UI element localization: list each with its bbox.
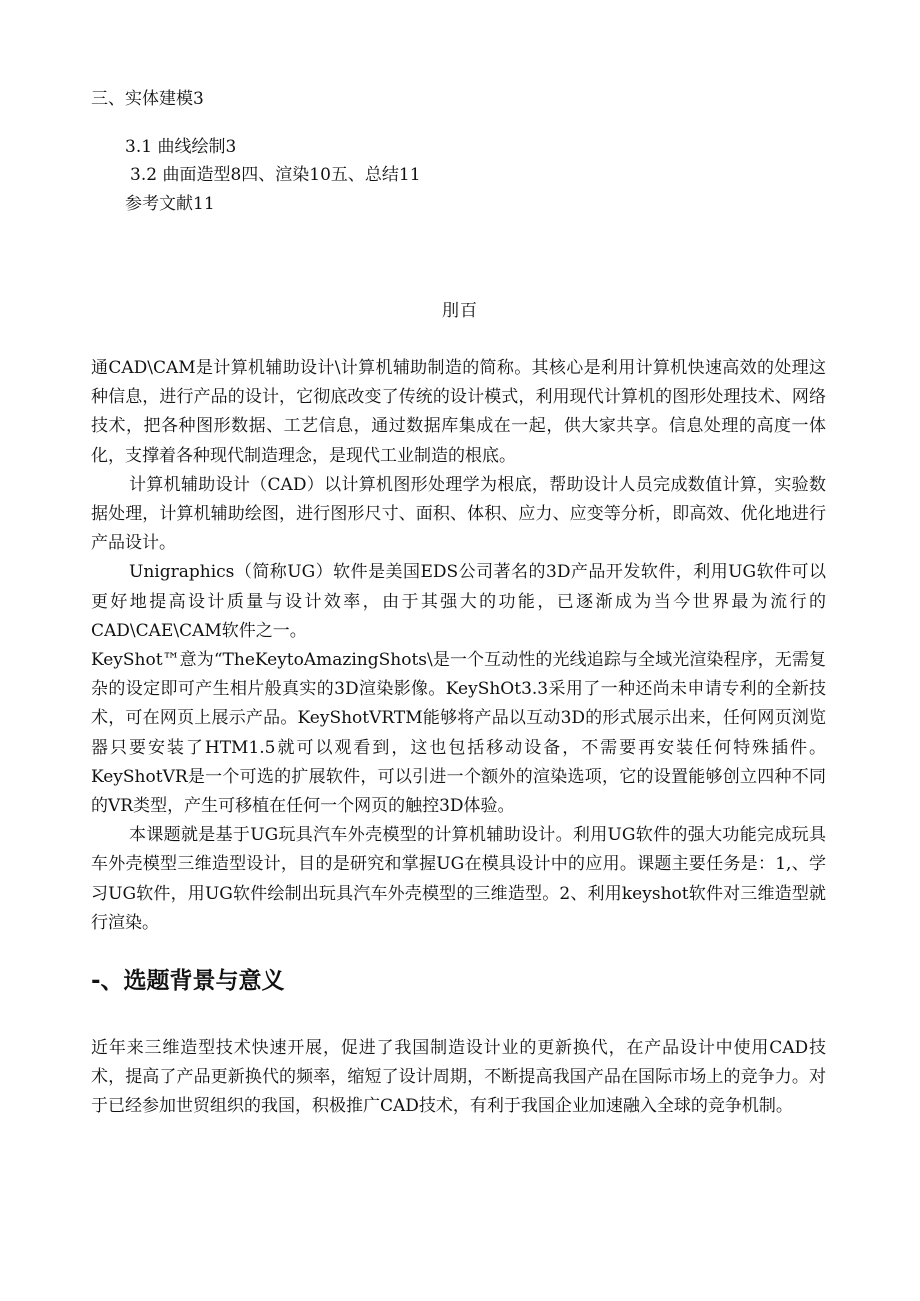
toc-item-references: 参考文献11 (125, 194, 215, 214)
section-title-background: -、选题背景与意义 (91, 968, 285, 994)
toc-item-curve-drawing: 3.1 曲线绘制3 (125, 137, 237, 157)
paragraph-cad: 计算机辅助设计（CAD）以计算机图形处理学为根底，帮助设计人员完成数值计算，实验数据处理，计算机辅助绘图，进行图形尺寸、面积、体积、应力、应变等分析，即高效、优化地进行产品设计。 (91, 474, 826, 554)
section-background-text (91, 1034, 826, 1122)
preface-title: 刖百 (442, 301, 478, 321)
toc-item-solid-modeling: 三、实体建模3 (91, 89, 204, 109)
paragraph-background: 近年来三维造型技术快速开展，促进了我国制造设计业的更新换代，在产品设计中使用CAD技术，提高了产品更新换代的频率，缩短了设计周期，不断提高我国产品在国际市场上的竞争力。对于已经参加世贸组织的我国，积极推广CAD技术，有利于我国企业加速融入全球的竞争机制。 (91, 1038, 826, 1117)
paragraph-keyshot: KeyShot™意为“TheKeytoAmazingShots\是一个互动性的光线追踪与全域光渲染程序，无需复杂的设定即可产生相片般真实的3D渲染影像。KeyShOt3.3采用了一种还尚未申请专利的全新技术，可在网页上展示产品。KeyShotVRTM能够将产品以互动3D的形式展示出来，任何网页浏览器只要安装了HTM1.5就可以观看到，这也包括移动设备，不需要再安装任何特殊插件。KeyShotVR是一个可选的扩展软件，可以引进一个额外的渲染选项，它的设置能够创立四种不同的VR类型，产生可移植在任何一个网页的触控3D体验。 (91, 650, 826, 817)
paragraph-project-goal: 本课题就是基于UG玩具汽车外壳模型的计算机辅助设计。利用UG软件的强大功能完成玩具车外壳模型三维造型设计，目的是研究和掌握UG在模具设计中的应用。课题主要任务是：1,、学习UG软件，用UG软件绘制出玩具汽车外壳模型的三维造型。2、利用keyshot软件对三维造型就行渲染。 (91, 825, 826, 933)
intro-text-block (91, 354, 826, 938)
toc-item-surface-modeling: 3.2 曲面造型8四、渲染10五、总结11 (130, 165, 421, 185)
paragraph-unigraphics: Unigraphics（简称UG）软件是美国EDS公司著名的3D产品开发软件，利用UG软件可以更好地提高设计质量与设计效率，由于其强大的功能，已逐渐成为当今世界最为流行的CAD\CAE\CAM软件之一。 (91, 562, 826, 641)
paragraph-cad-cam: 通CAD\CAM是计算机辅助设计\计算机辅助制造的简称。其核心是利用计算机快速高效的处理这种信息，进行产品的设计，它彻底改变了传统的设计模式，利用现代计算机的图形处理技术、网络技术，把各种图形数据、工艺信息，通过数据库集成在一起，供大家共享。信息处理的高度一体化，支撑着各种现代制造理念，是现代工业制造的根底。 (91, 358, 826, 466)
